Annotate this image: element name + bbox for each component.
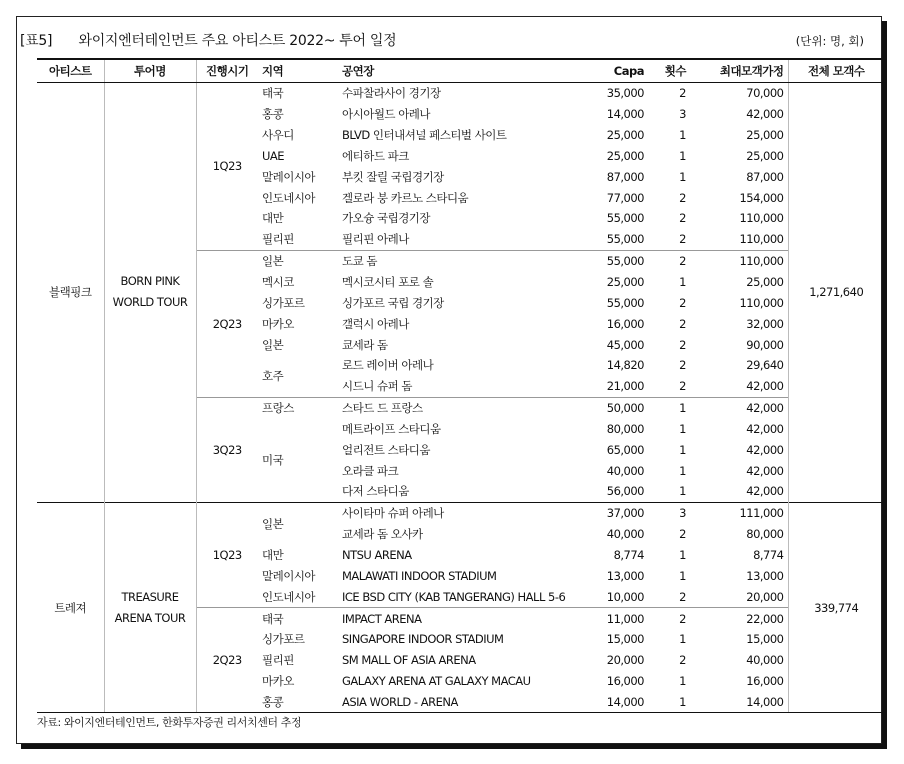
artist-cell: 블랙핑크 (37, 83, 104, 503)
capa-cell: 45,000 (606, 337, 644, 352)
venue-cell: 다저 스타디움 (342, 484, 409, 499)
region-cell: UAE (262, 148, 285, 163)
capa-cell: 25,000 (606, 128, 644, 143)
capa-cell: 55,000 (566, 250, 648, 271)
table-wrapper (37, 58, 884, 713)
tour-name-line: TREASURE (121, 589, 179, 604)
tour-name-cell (104, 83, 196, 503)
count-cell: 1 (679, 442, 686, 457)
venue-cell: 겔로라 붕 카르노 스타디움 (342, 190, 469, 205)
max-audience-cell: 13,000 (746, 568, 784, 583)
capa-cell: 21,000 (606, 379, 644, 394)
capa-cell: 37,000 (566, 502, 648, 523)
source-note: 자료: 와이지엔터테인먼트, 한화투자증권 리서치센터 추정 (37, 716, 302, 729)
venue-cell: 로드 레이버 아레나 (342, 358, 434, 373)
count-cell: 1 (679, 674, 686, 689)
max-audience-cell: 90,000 (746, 337, 784, 352)
capa-cell: 14,820 (606, 358, 644, 373)
venue-cell: SM MALL OF ASIA ARENA (342, 653, 476, 668)
count-cell: 2 (679, 337, 686, 352)
header-count: 횟수 (648, 59, 690, 83)
capa-cell: 14,000 (566, 691, 648, 712)
max-audience-cell: 110,000 (690, 250, 788, 271)
region-cell: 일본 (258, 502, 332, 544)
venue-cell: NTSU ARENA (342, 547, 412, 562)
count-cell: 3 (679, 107, 686, 122)
count-cell: 2 (648, 83, 690, 104)
max-audience-cell: 110,000 (739, 211, 784, 226)
capa-cell: 20,000 (606, 653, 644, 668)
region-cell: 태국 (258, 83, 332, 104)
max-audience-cell: 154,000 (739, 190, 784, 205)
header-capa: Capa (566, 59, 648, 83)
region-cell: 말레이시아 (262, 568, 316, 583)
region-cell: 호주 (262, 368, 284, 383)
venue-cell: 시드니 슈퍼 돔 (342, 379, 412, 394)
header-row (37, 59, 884, 83)
region-cell: 홍콩 (258, 691, 332, 712)
total-audience-cell: 1,271,640 (788, 83, 884, 503)
region-cell: 멕시코 (262, 275, 294, 290)
max-audience-cell: 15,000 (746, 632, 784, 647)
count-cell: 2 (679, 358, 686, 373)
region-cell: 일본 (258, 250, 332, 271)
max-audience-cell: 14,000 (690, 691, 788, 712)
count-cell: 1 (679, 484, 686, 499)
period-cell: 2Q23 (196, 608, 258, 713)
count-cell: 3 (648, 502, 690, 523)
table-label: [표5] (20, 33, 53, 49)
capa-cell: 11,000 (566, 608, 648, 629)
capa-cell: 77,000 (606, 190, 644, 205)
region-cell: 대만 (262, 211, 284, 226)
count-cell: 1 (679, 463, 686, 478)
count-cell: 2 (679, 653, 686, 668)
capa-cell: 16,000 (606, 674, 644, 689)
capa-cell: 35,000 (566, 83, 648, 104)
region-cell: 대만 (262, 547, 284, 562)
capa-cell: 87,000 (606, 169, 644, 184)
tour-schedule-table (37, 58, 884, 713)
period-cell: 1Q23 (196, 83, 258, 251)
venue-cell: ASIA WORLD - ARENA (332, 691, 566, 712)
capa-cell: 8,774 (613, 547, 644, 562)
max-audience-cell: 70,000 (690, 83, 788, 104)
region-cell: 필리핀 (262, 232, 294, 247)
period-cell: 1Q23 (196, 502, 258, 607)
header-venue: 공연장 (332, 59, 566, 83)
max-audience-cell: 87,000 (746, 169, 784, 184)
count-cell: 2 (648, 608, 690, 629)
venue-cell: 수파찰라사이 경기장 (332, 83, 566, 104)
count-cell: 2 (679, 316, 686, 331)
max-audience-cell: 40,000 (746, 653, 784, 668)
venue-cell: GALAXY ARENA AT GALAXY MACAU (342, 674, 531, 689)
region-cell: 홍콩 (262, 107, 284, 122)
max-audience-cell: 32,000 (746, 316, 784, 331)
venue-cell: 도쿄 돔 (332, 250, 566, 271)
capa-cell: 40,000 (606, 527, 644, 542)
venue-cell: SINGAPORE INDOOR STADIUM (342, 632, 504, 647)
capa-cell: 25,000 (606, 275, 644, 290)
header-artist: 아티스트 (37, 59, 104, 83)
count-cell: 1 (679, 128, 686, 143)
count-cell: 2 (679, 232, 686, 247)
count-cell: 1 (679, 148, 686, 163)
capa-cell: 80,000 (606, 421, 644, 436)
unit-note: (단위: 명, 회) (795, 34, 864, 48)
total-audience-cell: 339,774 (788, 502, 884, 712)
count-cell: 2 (679, 190, 686, 205)
venue-cell: BLVD 인터내셔널 페스티벌 사이트 (342, 128, 507, 143)
capa-cell: 65,000 (606, 442, 644, 457)
capa-cell: 14,000 (606, 107, 644, 122)
max-audience-cell: 111,000 (690, 502, 788, 523)
max-audience-cell: 42,000 (746, 442, 784, 457)
venue-cell: 필리핀 아레나 (342, 232, 409, 247)
period-cell: 3Q23 (196, 397, 258, 502)
header-tour: 투어명 (104, 59, 196, 83)
header-max-audience: 최대모객가정 (690, 59, 788, 83)
count-cell: 1 (679, 421, 686, 436)
max-audience-cell: 29,640 (746, 358, 784, 373)
count-cell: 1 (679, 568, 686, 583)
venue-cell: 얼리전트 스타디움 (342, 442, 431, 457)
max-audience-cell: 42,000 (746, 421, 784, 436)
max-audience-cell: 110,000 (739, 232, 784, 247)
tour-name-cell (104, 502, 196, 712)
capa-cell: 16,000 (606, 316, 644, 331)
venue-cell: 에티하드 파크 (342, 148, 409, 163)
venue-cell: ICE BSD CITY (KAB TANGERANG) HALL 5-6 (342, 589, 566, 604)
region-cell: 싱가포르 (262, 295, 305, 310)
max-audience-cell: 25,000 (746, 275, 784, 290)
capa-cell: 55,000 (606, 232, 644, 247)
venue-cell: 사이타마 슈퍼 아레나 (332, 502, 566, 523)
artist-cell: 트레져 (37, 502, 104, 712)
max-audience-cell: 25,000 (746, 128, 784, 143)
region-cell: 인도네시아 (262, 589, 316, 604)
table-title (20, 30, 396, 50)
venue-cell: 교세라 돔 오사카 (342, 527, 423, 542)
venue-cell: 가오슝 국립경기장 (342, 211, 431, 226)
tour-name-line: BORN PINK (120, 274, 180, 289)
region-cell: 사우디 (262, 128, 294, 143)
count-cell: 2 (648, 250, 690, 271)
count-cell: 1 (648, 397, 690, 418)
header-total-audience: 전체 모객수 (788, 59, 884, 83)
count-cell: 2 (679, 211, 686, 226)
venue-cell: 메트라이프 스타디움 (342, 421, 441, 436)
region-cell: 일본 (262, 337, 284, 352)
header-period: 진행시기 (196, 59, 258, 83)
table-row (37, 83, 884, 104)
capa-cell: 15,000 (606, 632, 644, 647)
max-audience-cell: 42,000 (690, 397, 788, 418)
count-cell: 1 (679, 632, 686, 647)
capa-cell: 13,000 (606, 568, 644, 583)
count-cell: 2 (679, 295, 686, 310)
region-cell: 인도네시아 (262, 190, 316, 205)
max-audience-cell: 110,000 (739, 295, 784, 310)
venue-cell: 싱가포르 국립 경기장 (342, 295, 444, 310)
count-cell: 2 (679, 527, 686, 542)
capa-cell: 55,000 (606, 295, 644, 310)
max-audience-cell: 42,000 (746, 484, 784, 499)
region-cell: 말레이시아 (262, 169, 316, 184)
max-audience-cell: 25,000 (746, 148, 784, 163)
count-cell: 1 (648, 691, 690, 712)
region-cell: 마카오 (262, 316, 294, 331)
period-cell: 2Q23 (196, 250, 258, 397)
region-cell: 필리핀 (262, 653, 294, 668)
header-region: 지역 (258, 59, 332, 83)
region-cell: 태국 (258, 608, 332, 629)
max-audience-cell: 20,000 (746, 589, 784, 604)
venue-cell: 오라클 파크 (342, 463, 399, 478)
tour-name-line: ARENA TOUR (114, 610, 186, 625)
max-audience-cell: 42,000 (746, 463, 784, 478)
capa-cell: 55,000 (606, 211, 644, 226)
capa-cell: 40,000 (606, 463, 644, 478)
region-cell: 미국 (262, 453, 284, 468)
max-audience-cell: 42,000 (746, 107, 784, 122)
venue-cell: 아시아월드 아레나 (342, 107, 431, 122)
max-audience-cell: 80,000 (746, 527, 784, 542)
region-cell: 프랑스 (258, 397, 332, 418)
capa-cell: 56,000 (606, 484, 644, 499)
venue-cell: 쿄세라 돔 (342, 337, 388, 352)
venue-cell: IMPACT ARENA (332, 608, 566, 629)
venue-cell: 부킷 잘릴 국립경기장 (342, 169, 444, 184)
count-cell: 1 (679, 547, 686, 562)
capa-cell: 25,000 (606, 148, 644, 163)
region-cell: 싱가포르 (262, 632, 305, 647)
count-cell: 1 (679, 275, 686, 290)
venue-cell: 갤럭시 아레나 (342, 316, 409, 331)
table-row (37, 502, 884, 523)
venue-cell: 멕시코시티 포로 솔 (342, 275, 434, 290)
capa-cell: 10,000 (606, 589, 644, 604)
count-cell: 1 (679, 169, 686, 184)
table-title-text: 와이지엔터테인먼트 주요 아티스트 2022~ 투어 일정 (78, 33, 397, 49)
tour-name-line: WORLD TOUR (112, 295, 188, 310)
venue-cell: MALAWATI INDOOR STADIUM (342, 568, 497, 583)
count-cell: 2 (679, 589, 686, 604)
max-audience-cell: 8,774 (753, 547, 784, 562)
capa-cell: 50,000 (566, 397, 648, 418)
max-audience-cell: 16,000 (746, 674, 784, 689)
max-audience-cell: 22,000 (690, 608, 788, 629)
count-cell: 2 (679, 379, 686, 394)
region-cell: 마카오 (262, 674, 294, 689)
max-audience-cell: 42,000 (746, 379, 784, 394)
table-body (37, 83, 884, 713)
venue-cell: 스타드 드 프랑스 (332, 397, 566, 418)
